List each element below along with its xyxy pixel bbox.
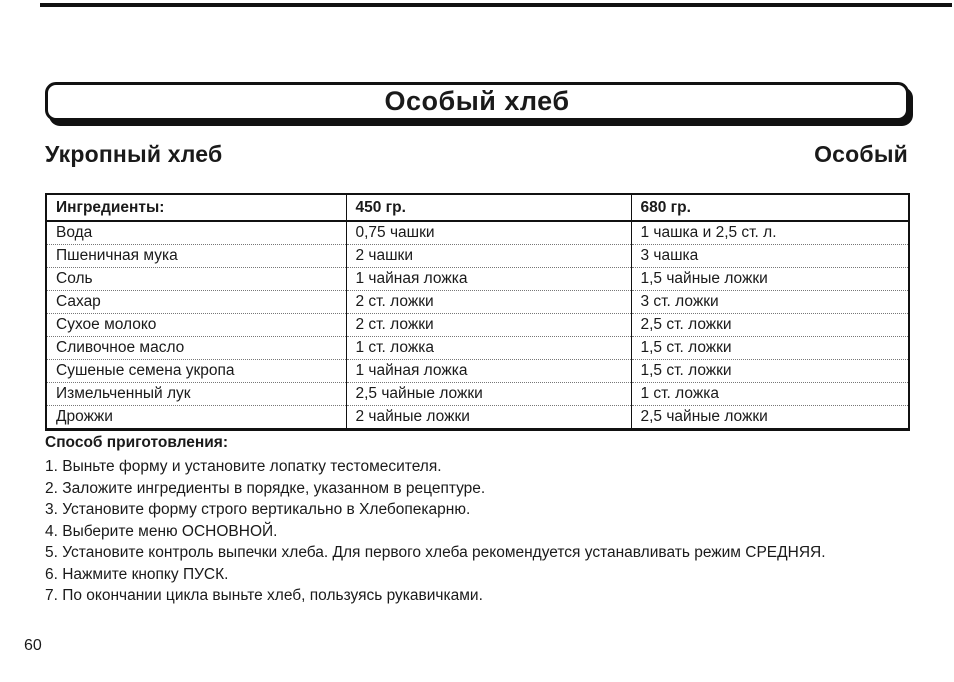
page-number: 60 — [24, 637, 42, 654]
header-ingredients: Ингредиенты: — [46, 194, 346, 221]
qty-680-cell: 3 чашка — [631, 245, 909, 268]
qty-450-cell: 2,5 чайные ложки — [346, 383, 631, 406]
qty-450-cell: 0,75 чашки — [346, 221, 631, 245]
qty-680-cell: 1,5 ст. ложки — [631, 360, 909, 383]
table-header-row — [46, 194, 909, 221]
qty-450-cell: 1 ст. ложка — [346, 337, 631, 360]
ingredients-table — [45, 193, 910, 431]
ingredient-cell: Сушеные семена укропа — [46, 360, 346, 383]
table-row — [46, 291, 909, 314]
recipe-subheader — [45, 141, 908, 168]
qty-680-cell: 3 ст. ложки — [631, 291, 909, 314]
qty-680-cell: 1,5 чайные ложки — [631, 268, 909, 291]
recipe-name-left: Укропный хлеб — [45, 141, 223, 167]
method-step: 5. Установите контроль выпечки хлеба. Для первого хлеба рекомендуется устанавливать режим СРЕДНЯЯ. — [45, 544, 826, 561]
ingredient-cell: Пшеничная мука — [46, 245, 346, 268]
table-row — [46, 383, 909, 406]
ingredient-cell: Вода — [46, 221, 346, 245]
header-680g: 680 гр. — [631, 194, 909, 221]
method-heading: Способ приготовления: — [45, 434, 229, 451]
method-step: 4. Выберите меню ОСНОВНОЙ. — [45, 522, 278, 540]
header-450g: 450 гр. — [346, 194, 631, 221]
table-row — [46, 360, 909, 383]
page-title: Особый хлеб — [384, 86, 570, 116]
qty-680-cell: 2,5 чайные ложки — [631, 406, 909, 430]
ingredient-cell: Сахар — [46, 291, 346, 314]
ingredient-cell: Дрожжи — [46, 406, 346, 430]
table-row — [46, 268, 909, 291]
qty-680-cell: 1,5 ст. ложки — [631, 337, 909, 360]
qty-450-cell: 2 ст. ложки — [346, 291, 631, 314]
qty-450-cell: 1 чайная ложка — [346, 360, 631, 383]
table-row — [46, 245, 909, 268]
method-step: 2. Заложите ингредиенты в порядке, указанном в рецептуре. — [45, 479, 486, 497]
qty-680-cell: 1 ст. ложка — [631, 383, 909, 406]
method-step: 1. Выньте форму и установите лопатку тестомесителя. — [45, 458, 442, 475]
method-step: 7. По окончании цикла выньте хлеб, пользуясь рукавичками. — [45, 587, 483, 604]
method-section — [45, 434, 925, 607]
qty-450-cell: 2 чашки — [346, 245, 631, 268]
method-step: 6. Нажмите кнопку ПУСК. — [45, 565, 229, 583]
table-row — [46, 337, 909, 360]
qty-450-cell: 2 ст. ложки — [346, 314, 631, 337]
method-steps-list — [45, 456, 925, 607]
ingredient-cell: Сливочное масло — [46, 337, 346, 360]
table-row — [46, 221, 909, 245]
table-row — [46, 314, 909, 337]
ingredient-cell: Сухое молоко — [46, 314, 346, 337]
qty-450-cell: 1 чайная ложка — [346, 268, 631, 291]
top-edge-scan-line — [40, 3, 952, 7]
recipe-name-right: Особый — [814, 141, 908, 167]
ingredient-cell: Соль — [46, 268, 346, 291]
ingredient-cell: Измельченный лук — [46, 383, 346, 406]
recipe-title-box — [45, 82, 909, 121]
method-step: 3. Установите форму строго вертикально в Хлебопекарню. — [45, 501, 471, 518]
qty-450-cell: 2 чайные ложки — [346, 406, 631, 430]
qty-680-cell: 2,5 ст. ложки — [631, 314, 909, 337]
table-row — [46, 406, 909, 430]
qty-680-cell: 1 чашка и 2,5 ст. л. — [631, 221, 909, 245]
